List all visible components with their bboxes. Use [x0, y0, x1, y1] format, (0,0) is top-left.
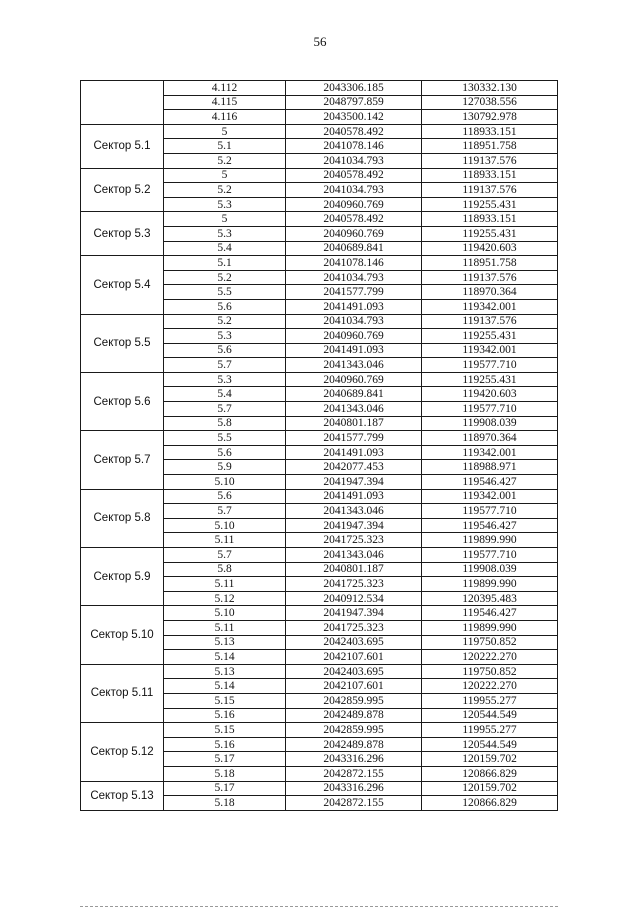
- x-coordinate-cell: 2042872.155: [286, 796, 422, 811]
- x-coordinate-cell: 2041034.793: [286, 153, 422, 168]
- y-coordinate-cell: 120544.549: [422, 708, 558, 723]
- y-coordinate-cell: 120159.702: [422, 752, 558, 767]
- y-coordinate-cell: 120222.270: [422, 679, 558, 694]
- point-number-cell: 5.6: [164, 343, 286, 358]
- point-number-cell: 5.10: [164, 475, 286, 490]
- point-number-cell: 5.1: [164, 256, 286, 271]
- y-coordinate-cell: 119342.001: [422, 299, 558, 314]
- y-coordinate-cell: 119546.427: [422, 606, 558, 621]
- point-number-cell: 5.13: [164, 635, 286, 650]
- x-coordinate-cell: 2043316.296: [286, 781, 422, 796]
- point-number-cell: 5.17: [164, 752, 286, 767]
- x-coordinate-cell: 2041491.093: [286, 489, 422, 504]
- x-coordinate-cell: 2041491.093: [286, 445, 422, 460]
- y-coordinate-cell: 119955.277: [422, 693, 558, 708]
- y-coordinate-cell: 130792.978: [422, 110, 558, 125]
- table-row: [81, 124, 558, 139]
- y-coordinate-cell: 119577.710: [422, 358, 558, 373]
- table-row: [81, 372, 558, 387]
- sector-name-cell: Сектор 5.7: [81, 431, 164, 489]
- point-number-cell: 5.3: [164, 226, 286, 241]
- x-coordinate-cell: 2041343.046: [286, 504, 422, 519]
- point-number-cell: 5.18: [164, 796, 286, 811]
- x-coordinate-cell: 2042107.601: [286, 679, 422, 694]
- x-coordinate-cell: 2040578.492: [286, 124, 422, 139]
- y-coordinate-cell: 119546.427: [422, 518, 558, 533]
- y-coordinate-cell: 118951.758: [422, 256, 558, 271]
- table-row: [81, 489, 558, 504]
- y-coordinate-cell: 119137.576: [422, 183, 558, 198]
- y-coordinate-cell: 120866.829: [422, 766, 558, 781]
- point-number-cell: 5.1: [164, 139, 286, 154]
- x-coordinate-cell: 2040578.492: [286, 168, 422, 183]
- y-coordinate-cell: 119899.990: [422, 533, 558, 548]
- y-coordinate-cell: 119137.576: [422, 314, 558, 329]
- y-coordinate-cell: 118988.971: [422, 460, 558, 475]
- point-number-cell: 5.4: [164, 241, 286, 256]
- y-coordinate-cell: 119137.576: [422, 270, 558, 285]
- table-row: [81, 548, 558, 563]
- bottom-rule: [80, 906, 558, 907]
- table-row: [81, 664, 558, 679]
- x-coordinate-cell: 2041343.046: [286, 548, 422, 563]
- x-coordinate-cell: 2042489.878: [286, 708, 422, 723]
- point-number-cell: 5.13: [164, 664, 286, 679]
- table-row: [81, 212, 558, 227]
- sector-name-cell: Сектор 5.12: [81, 723, 164, 781]
- x-coordinate-cell: 2042859.995: [286, 723, 422, 738]
- x-coordinate-cell: 2041725.323: [286, 533, 422, 548]
- y-coordinate-cell: 120395.483: [422, 591, 558, 606]
- x-coordinate-cell: 2042489.878: [286, 737, 422, 752]
- y-coordinate-cell: 119420.603: [422, 387, 558, 402]
- sector-name-cell: Сектор 5.3: [81, 212, 164, 256]
- y-coordinate-cell: 119342.001: [422, 489, 558, 504]
- x-coordinate-cell: 2040960.769: [286, 226, 422, 241]
- y-coordinate-cell: 119899.990: [422, 620, 558, 635]
- point-number-cell: 5.14: [164, 679, 286, 694]
- y-coordinate-cell: 119750.852: [422, 664, 558, 679]
- y-coordinate-cell: 119342.001: [422, 343, 558, 358]
- point-number-cell: 5.11: [164, 533, 286, 548]
- point-number-cell: 5.7: [164, 504, 286, 519]
- x-coordinate-cell: 2048797.859: [286, 95, 422, 110]
- y-coordinate-cell: 119342.001: [422, 445, 558, 460]
- y-coordinate-cell: 119908.039: [422, 562, 558, 577]
- sector-name-cell: Сектор 5.11: [81, 664, 164, 722]
- x-coordinate-cell: 2041034.793: [286, 270, 422, 285]
- point-number-cell: 5.11: [164, 577, 286, 592]
- sector-name-cell: [81, 81, 164, 125]
- y-coordinate-cell: 119546.427: [422, 475, 558, 490]
- point-number-cell: 5.4: [164, 387, 286, 402]
- coordinates-table: [80, 80, 558, 811]
- x-coordinate-cell: 2040960.769: [286, 197, 422, 212]
- point-number-cell: 5.16: [164, 708, 286, 723]
- x-coordinate-cell: 2040912.534: [286, 591, 422, 606]
- point-number-cell: 5.2: [164, 270, 286, 285]
- point-number-cell: 5.15: [164, 723, 286, 738]
- y-coordinate-cell: 120159.702: [422, 781, 558, 796]
- y-coordinate-cell: 119577.710: [422, 504, 558, 519]
- point-number-cell: 5.16: [164, 737, 286, 752]
- y-coordinate-cell: 119255.431: [422, 197, 558, 212]
- y-coordinate-cell: 119750.852: [422, 635, 558, 650]
- sector-name-cell: Сектор 5.4: [81, 256, 164, 314]
- x-coordinate-cell: 2041725.323: [286, 577, 422, 592]
- x-coordinate-cell: 2042859.995: [286, 693, 422, 708]
- point-number-cell: 5.3: [164, 372, 286, 387]
- x-coordinate-cell: 2040960.769: [286, 372, 422, 387]
- x-coordinate-cell: 2040960.769: [286, 329, 422, 344]
- x-coordinate-cell: 2041343.046: [286, 358, 422, 373]
- x-coordinate-cell: 2041343.046: [286, 402, 422, 417]
- y-coordinate-cell: 118933.151: [422, 168, 558, 183]
- x-coordinate-cell: 2041947.394: [286, 518, 422, 533]
- x-coordinate-cell: 2042403.695: [286, 635, 422, 650]
- x-coordinate-cell: 2040689.841: [286, 387, 422, 402]
- y-coordinate-cell: 120222.270: [422, 650, 558, 665]
- y-coordinate-cell: 119577.710: [422, 548, 558, 563]
- x-coordinate-cell: 2041947.394: [286, 606, 422, 621]
- sector-name-cell: Сектор 5.8: [81, 489, 164, 547]
- x-coordinate-cell: 2043500.142: [286, 110, 422, 125]
- point-number-cell: 5.7: [164, 548, 286, 563]
- y-coordinate-cell: 119255.431: [422, 329, 558, 344]
- point-number-cell: 5.12: [164, 591, 286, 606]
- sector-name-cell: Сектор 5.13: [81, 781, 164, 810]
- point-number-cell: 5: [164, 124, 286, 139]
- sector-name-cell: Сектор 5.10: [81, 606, 164, 664]
- y-coordinate-cell: 118970.364: [422, 285, 558, 300]
- sector-name-cell: Сектор 5.2: [81, 168, 164, 212]
- point-number-cell: 5.14: [164, 650, 286, 665]
- y-coordinate-cell: 119908.039: [422, 416, 558, 431]
- table-row: [81, 781, 558, 796]
- point-number-cell: 5: [164, 168, 286, 183]
- y-coordinate-cell: 130332.130: [422, 81, 558, 96]
- x-coordinate-cell: 2041078.146: [286, 256, 422, 271]
- x-coordinate-cell: 2041577.799: [286, 285, 422, 300]
- point-number-cell: 5: [164, 212, 286, 227]
- y-coordinate-cell: 118970.364: [422, 431, 558, 446]
- x-coordinate-cell: 2042107.601: [286, 650, 422, 665]
- point-number-cell: 5.10: [164, 606, 286, 621]
- x-coordinate-cell: 2041491.093: [286, 343, 422, 358]
- x-coordinate-cell: 2042077.453: [286, 460, 422, 475]
- point-number-cell: 5.5: [164, 285, 286, 300]
- point-number-cell: 5.17: [164, 781, 286, 796]
- point-number-cell: 4.116: [164, 110, 286, 125]
- point-number-cell: 5.15: [164, 693, 286, 708]
- point-number-cell: 5.11: [164, 620, 286, 635]
- x-coordinate-cell: 2041725.323: [286, 620, 422, 635]
- y-coordinate-cell: 118951.758: [422, 139, 558, 154]
- point-number-cell: 5.6: [164, 489, 286, 504]
- point-number-cell: 5.3: [164, 197, 286, 212]
- x-coordinate-cell: 2041947.394: [286, 475, 422, 490]
- x-coordinate-cell: 2040689.841: [286, 241, 422, 256]
- y-coordinate-cell: 119255.431: [422, 226, 558, 241]
- point-number-cell: 5.2: [164, 314, 286, 329]
- point-number-cell: 5.6: [164, 299, 286, 314]
- y-coordinate-cell: 119955.277: [422, 723, 558, 738]
- x-coordinate-cell: 2041034.793: [286, 183, 422, 198]
- point-number-cell: 5.3: [164, 329, 286, 344]
- x-coordinate-cell: 2041577.799: [286, 431, 422, 446]
- y-coordinate-cell: 119137.576: [422, 153, 558, 168]
- point-number-cell: 5.8: [164, 562, 286, 577]
- table-row: [81, 168, 558, 183]
- y-coordinate-cell: 119420.603: [422, 241, 558, 256]
- point-number-cell: 5.5: [164, 431, 286, 446]
- point-number-cell: 5.10: [164, 518, 286, 533]
- x-coordinate-cell: 2040801.187: [286, 562, 422, 577]
- x-coordinate-cell: 2041034.793: [286, 314, 422, 329]
- table-row: [81, 81, 558, 96]
- x-coordinate-cell: 2041491.093: [286, 299, 422, 314]
- x-coordinate-cell: 2040578.492: [286, 212, 422, 227]
- sector-name-cell: Сектор 5.1: [81, 124, 164, 168]
- point-number-cell: 5.7: [164, 402, 286, 417]
- point-number-cell: 5.2: [164, 153, 286, 168]
- y-coordinate-cell: 119255.431: [422, 372, 558, 387]
- point-number-cell: 4.112: [164, 81, 286, 96]
- table-row: [81, 431, 558, 446]
- y-coordinate-cell: 120544.549: [422, 737, 558, 752]
- y-coordinate-cell: 120866.829: [422, 796, 558, 811]
- point-number-cell: 5.8: [164, 416, 286, 431]
- point-number-cell: 5.6: [164, 445, 286, 460]
- point-number-cell: 5.7: [164, 358, 286, 373]
- point-number-cell: 5.9: [164, 460, 286, 475]
- x-coordinate-cell: 2043316.296: [286, 752, 422, 767]
- y-coordinate-cell: 119899.990: [422, 577, 558, 592]
- sector-name-cell: Сектор 5.9: [81, 548, 164, 606]
- x-coordinate-cell: 2042872.155: [286, 766, 422, 781]
- x-coordinate-cell: 2041078.146: [286, 139, 422, 154]
- x-coordinate-cell: 2042403.695: [286, 664, 422, 679]
- table-row: [81, 606, 558, 621]
- point-number-cell: 4.115: [164, 95, 286, 110]
- table-row: [81, 256, 558, 271]
- sector-name-cell: Сектор 5.5: [81, 314, 164, 372]
- point-number-cell: 5.18: [164, 766, 286, 781]
- point-number-cell: 5.2: [164, 183, 286, 198]
- y-coordinate-cell: 118933.151: [422, 124, 558, 139]
- sector-name-cell: Сектор 5.6: [81, 372, 164, 430]
- y-coordinate-cell: 118933.151: [422, 212, 558, 227]
- x-coordinate-cell: 2043306.185: [286, 81, 422, 96]
- table-row: [81, 723, 558, 738]
- x-coordinate-cell: 2040801.187: [286, 416, 422, 431]
- y-coordinate-cell: 119577.710: [422, 402, 558, 417]
- page-number: 56: [313, 34, 327, 49]
- y-coordinate-cell: 127038.556: [422, 95, 558, 110]
- table-row: [81, 314, 558, 329]
- coordinates-table-body: [81, 81, 558, 811]
